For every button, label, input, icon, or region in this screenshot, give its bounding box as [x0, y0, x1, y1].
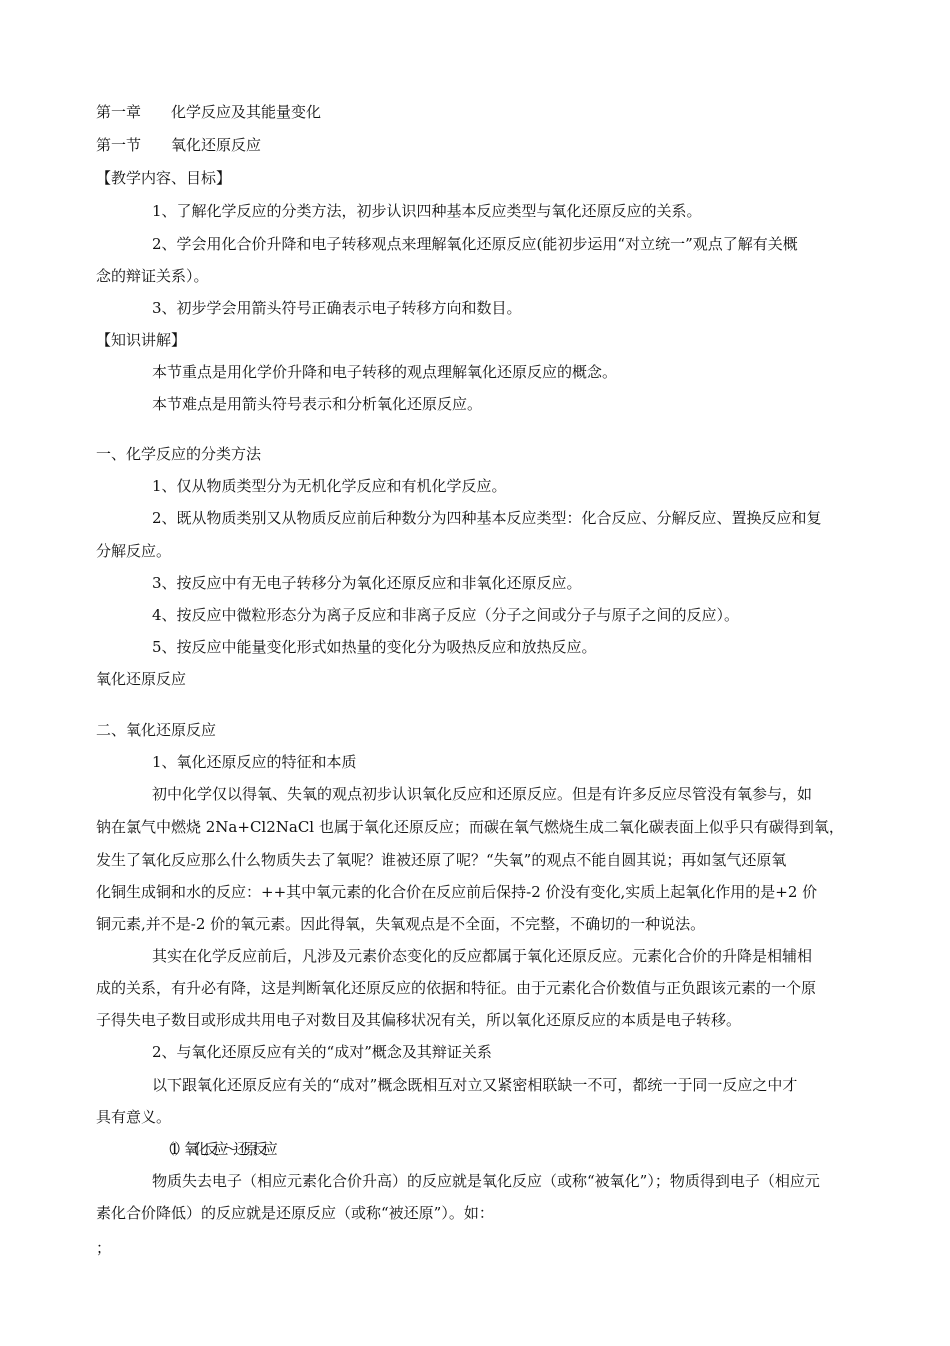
paragraph-line: 铜元素,并不是-2 价的氧元素。因此得氧，失氧观点是不全面，不完整，不确切的一种说法。 — [96, 915, 706, 933]
part2-trailing: ； — [96, 1239, 112, 1257]
subheading: 1、氧化还原反应的特征和本质 — [152, 753, 357, 771]
paragraph-line: 素化合价降低）的反应就是还原反应（或称“被还原”）。如： — [96, 1204, 494, 1222]
goal-item: 1、了解化学反应的分类方法，初步认识四种基本反应类型与氧化还原反应的关系。 — [152, 202, 702, 220]
part1-heading: 一、化学反应的分类方法 — [96, 445, 262, 463]
teaching-goals-heading: 【教学内容、目标】 — [96, 169, 232, 187]
classification-item: 3、按反应中有无电子转移分为氧化还原反应和非氧化还原反应。 — [152, 574, 582, 592]
classification-item: 5、按反应中能量变化形式如热量的变化分为吸热反应和放热反应。 — [152, 638, 597, 656]
goal-item: 3、初步学会用箭头符号正确表示电子转移方向和数目。 — [152, 299, 522, 317]
paragraph-line: 子得失电子数目或形成共用电子对数目及其偏移状况有关，所以氧化还原反应的本质是电子转移。 — [96, 1011, 742, 1029]
classification-item: 4、按反应中微粒形态分为离子反应和非离子反应（分子之间或分子与原子之间的反应）。 — [152, 606, 740, 624]
paragraph-line: 发生了氧化反应那么什么物质失去了氧呢？谁被还原了呢？“失氧”的观点不能自圆其说；再如氢气还原氧 — [96, 851, 787, 869]
part2-heading: 二、氧化还原反应 — [96, 721, 217, 739]
subheading: 2、与氧化还原反应有关的“成对”概念及其辩证关系 — [152, 1043, 492, 1061]
part1-trailing: 氧化还原反应 — [96, 670, 187, 688]
classification-item-cont: 分解反应。 — [96, 542, 172, 560]
classification-item: 2、既从物质类别又从物质反应前后种数分为四种基本反应类型：化合反应、分解反应、置换反应和复 — [152, 509, 822, 527]
paragraph-line: 以下跟氧化还原反应有关的“成对”概念既相互对立又紧密相联缺一不可，都统一于同一反应之中才 — [152, 1076, 798, 1094]
goal-item: 2、学会用化合价升降和电子转移观点来理解氧化还原反应(能初步运用“对立统一”观点了解有关概 — [152, 235, 798, 253]
paragraph-line: 具有意义。 — [96, 1108, 172, 1126]
paragraph-line: 钠在氯气中燃烧 2Na+Cl2NaCl 也属于氧化还原反应；而碳在氧气燃烧生成二氧化碳表面上似乎只有碳得到氧， — [96, 818, 844, 836]
paragraph-line: 其实在化学反应前后，凡涉及元素价态变化的反应都属于氧化还原反应。元素化合价的升降是相辅相 — [152, 947, 813, 965]
paragraph-line: 成的关系，有升必有降，这是判断氧化还原反应的依据和特征。由于元素化合价数值与正负跟该元素的一个原 — [96, 979, 817, 997]
subheading: （1）氧化反应～还原反应 — [160, 1140, 273, 1158]
key-point: 本节重点是用化学价升降和电子转移的观点理解氧化还原反应的概念。 — [152, 363, 618, 381]
paragraph-line: 初中化学仅以得氧、失氧的观点初步认识氧化反应和还原反应。但是有许多反应尽管没有氧参与，如 — [152, 785, 813, 803]
paragraph-line: 物质失去电子（相应元素化合价升高）的反应就是氧化反应（或称“被氧化”）；物质得到电子（相应元 — [152, 1172, 820, 1190]
goal-item-cont: 念的辩证关系）。 — [96, 267, 209, 285]
difficult-point: 本节难点是用箭头符号表示和分析氧化还原反应。 — [152, 395, 483, 413]
knowledge-heading: 【知识讲解】 — [96, 331, 187, 349]
section-title: 第一节 氧化还原反应 — [96, 136, 262, 154]
paragraph-line: 化铜生成铜和水的反应：++其中氧元素的化合价在反应前后保持-2 价没有变化,实质上起氧化作用的是+2 价 — [96, 883, 818, 901]
classification-item: 1、仅从物质类型分为无机化学反应和有机化学反应。 — [152, 477, 507, 495]
chapter-title: 第一章 化学反应及其能量变化 — [96, 103, 322, 121]
